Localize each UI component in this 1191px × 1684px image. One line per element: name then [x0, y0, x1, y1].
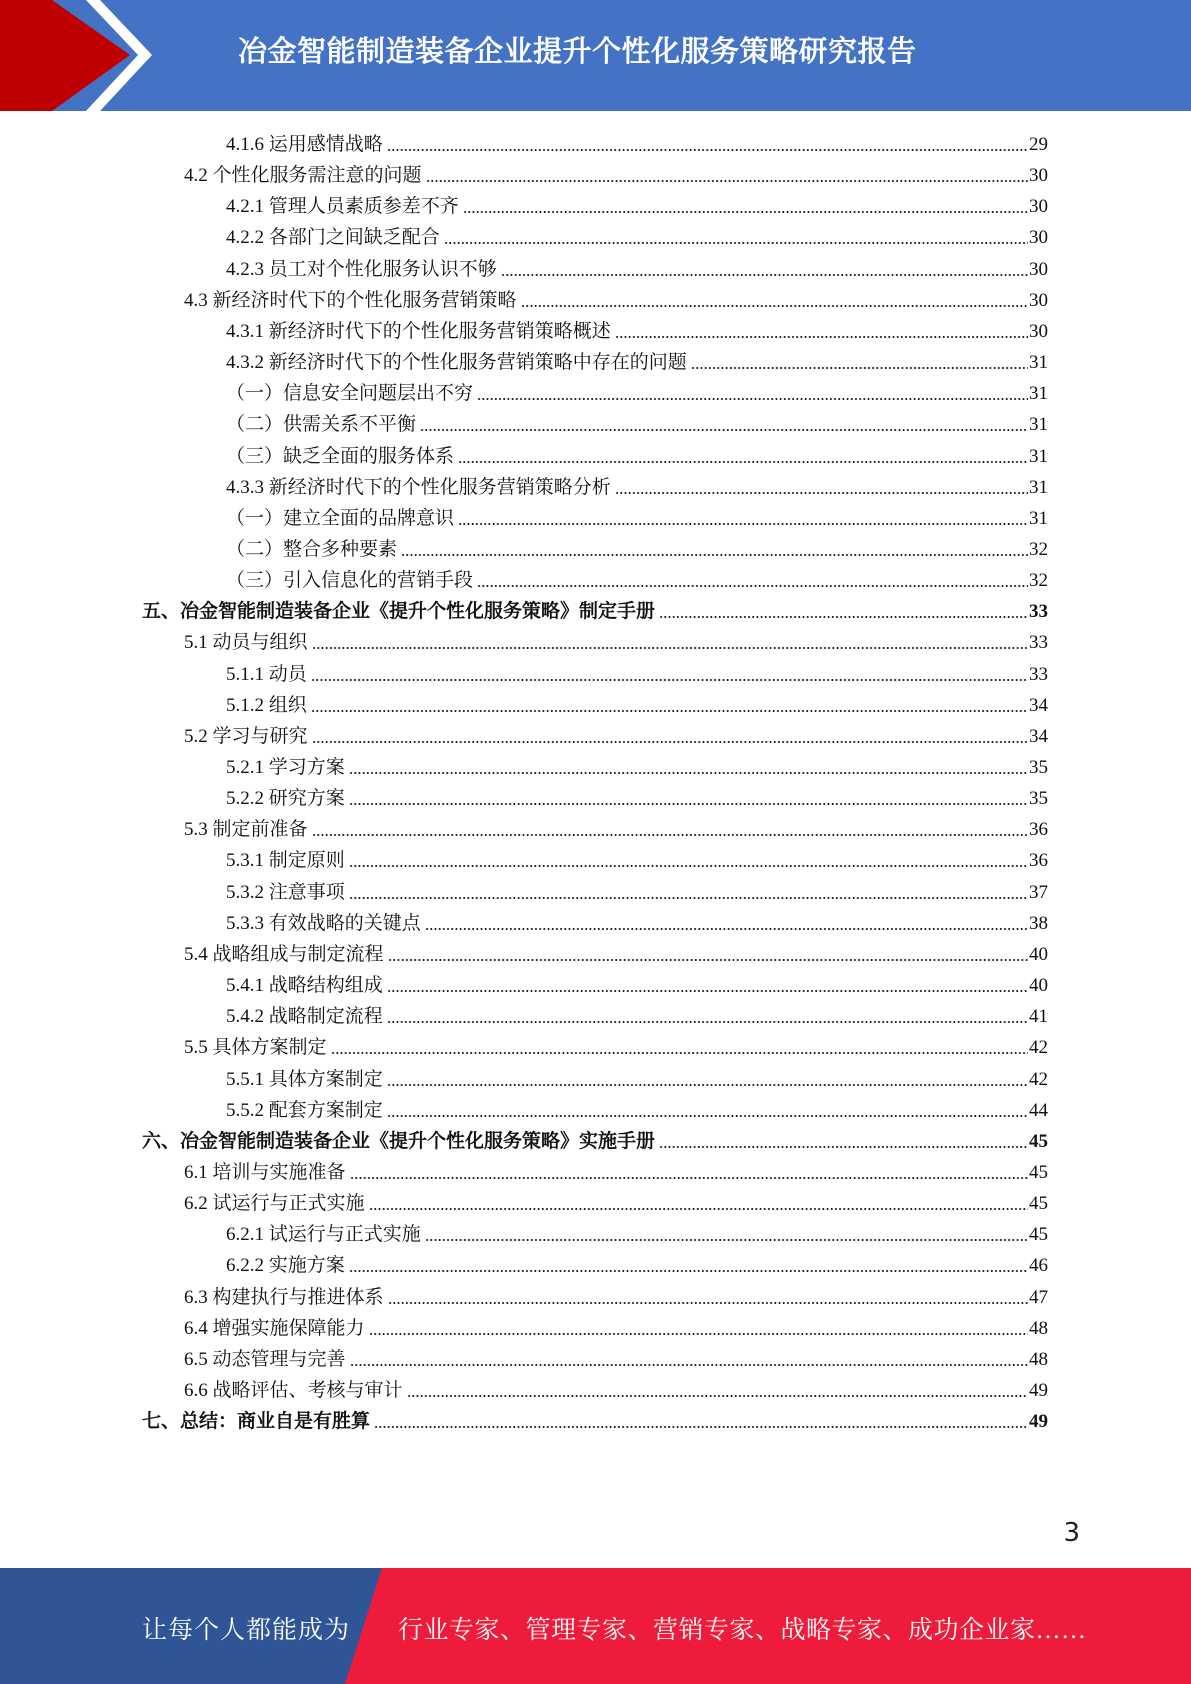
toc-entry[interactable]: [226, 780, 1048, 811]
toc-dot-leader: [477, 397, 1028, 401]
toc-entry-page: 38: [1029, 912, 1048, 934]
toc-entry-page: 31: [1029, 476, 1048, 498]
toc-entry-page: 40: [1029, 943, 1048, 965]
toc-entry-title: 5.1 动员与组织: [184, 632, 308, 654]
toc-dot-leader: [615, 491, 1028, 495]
toc-dot-leader: [407, 1394, 1028, 1398]
toc-entry-title: 5.2.2 研究方案: [226, 788, 345, 810]
toc-entry-page: 33: [1029, 632, 1048, 654]
toc-entry-page: 30: [1029, 165, 1048, 187]
toc-dot-leader: [659, 1145, 1028, 1149]
toc-dot-leader: [458, 460, 1028, 464]
toc-entry-title: 六、冶金智能制造装备企业《提升个性化服务策略》实施手册: [142, 1130, 656, 1152]
toc-entry-title: （二）整合多种要素: [226, 538, 398, 560]
toc-entry-page: 34: [1029, 725, 1048, 747]
toc-entry-page: 42: [1029, 1068, 1048, 1090]
toc-entry[interactable]: [226, 656, 1048, 687]
toc-entry-title: 4.1.6 运用感情战略: [226, 134, 383, 155]
toc-dot-leader: [388, 958, 1028, 962]
toc-entry-title: 6.2.1 试运行与正式实施: [226, 1224, 421, 1246]
toc-entry-title: （一）信息安全问题层出不穷: [226, 383, 474, 405]
page-number: 3: [1063, 1518, 1080, 1548]
toc-entry-title: 5.3.3 有效战略的关键点: [226, 912, 421, 934]
toc-dot-leader: [369, 1207, 1028, 1211]
toc-entry-title: 4.2.2 各部门之间缺乏配合: [226, 227, 440, 249]
toc-entry[interactable]: [184, 282, 1048, 313]
toc-entry[interactable]: [226, 562, 1048, 593]
toc-dot-leader: [387, 1020, 1028, 1024]
toc-entry[interactable]: [226, 375, 1048, 406]
toc-entry[interactable]: [226, 438, 1048, 469]
toc-entry-title: 5.5.1 具体方案制定: [226, 1068, 383, 1090]
toc-entry[interactable]: [226, 749, 1048, 780]
toc-entry-page: 34: [1029, 694, 1048, 716]
toc-entry[interactable]: [184, 718, 1048, 749]
toc-entry-title: 5.2 学习与研究: [184, 725, 308, 747]
toc-entry-page: 30: [1029, 258, 1048, 280]
toc-entry-page: 45: [1029, 1130, 1048, 1152]
toc-entry[interactable]: [226, 967, 1048, 998]
toc-dot-leader: [349, 1269, 1028, 1273]
toc-entry-title: 5.3.2 注意事项: [226, 881, 345, 903]
toc-dot-leader: [331, 1051, 1028, 1055]
toc-entry[interactable]: [226, 344, 1048, 375]
toc-entry[interactable]: [184, 936, 1048, 967]
toc-entry-title: 5.5 具体方案制定: [184, 1037, 327, 1059]
toc-entry-page: 49: [1029, 1411, 1048, 1433]
toc-entry[interactable]: [142, 1403, 1048, 1434]
toc-entry-page: 29: [1029, 134, 1048, 155]
toc-entry-page: 35: [1029, 757, 1048, 778]
toc-dot-leader: [420, 428, 1028, 432]
toc-dot-leader: [458, 522, 1028, 526]
toc-dot-leader: [350, 1363, 1028, 1367]
toc-dot-leader: [463, 210, 1028, 214]
toc-entry-page: 45: [1029, 1224, 1048, 1246]
toc-entry-page: 44: [1029, 1099, 1048, 1121]
toc-entry-page: 32: [1029, 538, 1048, 560]
toc-entry-title: 4.2 个性化服务需注意的问题: [184, 165, 422, 187]
toc-entry[interactable]: [226, 998, 1048, 1029]
footer-slogan-right: 行业专家、管理专家、营销专家、战略专家、成功企业家……: [398, 1617, 1087, 1644]
toc-entry-title: 5.5.2 配套方案制定: [226, 1099, 383, 1121]
toc-entry-page: 46: [1029, 1255, 1048, 1277]
toc-entry-title: 4.3 新经济时代下的个性化服务营销策略: [184, 289, 517, 311]
report-title: 冶金智能制造装备企业提升个性化服务策略研究报告: [238, 34, 917, 68]
toc-entry-title: 6.1 培训与实施准备: [184, 1161, 346, 1183]
toc-entry-page: 48: [1029, 1348, 1048, 1370]
toc-entry-page: 48: [1029, 1317, 1048, 1339]
toc-entry[interactable]: [226, 687, 1048, 718]
toc-dot-leader: [477, 584, 1028, 588]
toc-entry[interactable]: [226, 188, 1048, 219]
toc-dot-leader: [369, 1332, 1028, 1336]
toc-entry-title: 七、总结：商业自是有胜算: [142, 1411, 371, 1433]
toc-dot-leader: [615, 335, 1028, 339]
toc-entry-title: 4.3.2 新经济时代下的个性化服务营销策略中存在的问题: [226, 352, 687, 374]
toc-entry-page: 37: [1029, 881, 1048, 903]
toc-dot-leader: [312, 833, 1028, 837]
toc-entry-title: 6.2.2 实施方案: [226, 1255, 345, 1277]
toc-entry-page: 31: [1029, 507, 1048, 529]
toc-entry[interactable]: [226, 500, 1048, 531]
toc-entry[interactable]: [184, 1029, 1048, 1060]
toc-entry-title: 5.3 制定前准备: [184, 819, 308, 841]
toc-entry[interactable]: [226, 1247, 1048, 1278]
toc-dot-leader: [426, 179, 1028, 183]
toc-entry[interactable]: [184, 1341, 1048, 1372]
toc-entry[interactable]: [226, 874, 1048, 905]
toc-dot-leader: [374, 1425, 1028, 1429]
toc-entry[interactable]: [226, 126, 1048, 157]
toc-entry[interactable]: [226, 531, 1048, 562]
toc-dot-leader: [349, 864, 1028, 868]
toc-dot-leader: [425, 927, 1028, 931]
report-header: [0, 0, 1191, 111]
toc-dot-leader: [349, 771, 1028, 775]
toc-entry-title: （二）供需关系不平衡: [226, 414, 417, 436]
toc-entry[interactable]: [226, 313, 1048, 344]
toc-entry-title: 4.3.3 新经济时代下的个性化服务营销策略分析: [226, 476, 611, 498]
toc-entry-title: 6.5 动态管理与完善: [184, 1348, 346, 1370]
footer-slogan-left: 让每个人都能成为: [142, 1617, 351, 1644]
toc-entry-title: 5.4.2 战略制定流程: [226, 1006, 383, 1028]
toc-entry-page: 40: [1029, 975, 1048, 997]
toc-entry[interactable]: [226, 1061, 1048, 1092]
toc-entry-title: 5.1.1 动员: [226, 663, 307, 685]
toc-dot-leader: [387, 1114, 1028, 1118]
toc-entry-title: 4.3.1 新经济时代下的个性化服务营销策略概述: [226, 320, 611, 342]
toc-entry[interactable]: [142, 1123, 1048, 1154]
toc-entry[interactable]: [226, 469, 1048, 500]
toc-entry-page: 42: [1029, 1037, 1048, 1059]
toc-entry-page: 32: [1029, 570, 1048, 592]
toc-dot-leader: [312, 740, 1028, 744]
toc-entry-page: 30: [1029, 320, 1048, 342]
toc-entry[interactable]: [184, 1154, 1048, 1185]
toc-dot-leader: [311, 678, 1028, 682]
toc-entry-title: 5.2.1 学习方案: [226, 757, 345, 778]
toc-entry[interactable]: [226, 842, 1048, 873]
toc-entry-page: 35: [1029, 788, 1048, 810]
toc-entry-title: 5.4.1 战略结构组成: [226, 975, 383, 997]
toc-entry-page: 31: [1029, 383, 1048, 405]
toc-dot-leader: [691, 366, 1028, 370]
toc-entry[interactable]: [226, 1092, 1048, 1123]
toc-entry-title: 5.1.2 组织: [226, 694, 307, 716]
toc-entry-page: 30: [1029, 196, 1048, 218]
toc-entry-title: 6.2 试运行与正式实施: [184, 1193, 365, 1215]
toc-entry[interactable]: [226, 905, 1048, 936]
toc-entry-title: （一）建立全面的品牌意识: [226, 507, 455, 529]
toc-entry[interactable]: [184, 624, 1048, 655]
toc-entry[interactable]: [226, 251, 1048, 282]
toc-dot-leader: [387, 1083, 1028, 1087]
toc-dot-leader: [388, 1301, 1028, 1305]
toc-entry[interactable]: [184, 1279, 1048, 1310]
toc-entry-page: 30: [1029, 289, 1048, 311]
toc-entry-page: 31: [1029, 414, 1048, 436]
toc-dot-leader: [401, 553, 1028, 557]
toc-entry-page: 45: [1029, 1193, 1048, 1215]
toc-entry[interactable]: [226, 406, 1048, 437]
toc-entry-page: 31: [1029, 445, 1048, 467]
toc-dot-leader: [521, 304, 1028, 308]
toc-entry-title: 6.6 战略评估、考核与审计: [184, 1380, 403, 1401]
toc-entry[interactable]: [184, 157, 1048, 188]
toc-entry-page: 30: [1029, 227, 1048, 249]
toc-entry[interactable]: [142, 593, 1048, 624]
toc-dot-leader: [312, 646, 1028, 650]
toc-entry-title: 4.2.1 管理人员素质参差不齐: [226, 196, 459, 218]
toc-entry-title: 4.2.3 员工对个性化服务认识不够: [226, 258, 497, 280]
toc-entry-page: 41: [1029, 1006, 1048, 1028]
toc-entry[interactable]: [184, 1372, 1048, 1403]
toc-dot-leader: [349, 802, 1028, 806]
toc-entry-title: 6.4 增强实施保障能力: [184, 1317, 365, 1339]
toc-dot-leader: [350, 1176, 1028, 1180]
toc-entry-title: 5.4 战略组成与制定流程: [184, 943, 384, 965]
toc-entry-page: 33: [1029, 663, 1048, 685]
toc-entry[interactable]: [184, 1310, 1048, 1341]
toc-entry-page: 31: [1029, 352, 1048, 374]
toc-entry[interactable]: [184, 1185, 1048, 1216]
toc-entry-page: 49: [1029, 1380, 1048, 1401]
toc-entry-page: 36: [1029, 850, 1048, 872]
toc-dot-leader: [501, 273, 1028, 277]
toc-dot-leader: [387, 989, 1028, 993]
toc-entry-page: 36: [1029, 819, 1048, 841]
toc-dot-leader: [425, 1238, 1028, 1242]
toc-entry-title: （三）缺乏全面的服务体系: [226, 445, 455, 467]
toc-entry-page: 47: [1029, 1286, 1048, 1308]
toc-dot-leader: [444, 241, 1028, 245]
toc-entry[interactable]: [226, 1216, 1048, 1247]
toc-entry-page: 45: [1029, 1161, 1048, 1183]
toc-entry-title: 6.3 构建执行与推进体系: [184, 1286, 384, 1308]
footer-banner: [0, 1568, 1191, 1684]
toc-dot-leader: [311, 709, 1028, 713]
toc-dot-leader: [659, 615, 1028, 619]
toc-entry-title: （三）引入信息化的营销手段: [226, 570, 474, 592]
toc-entry-title: 5.3.1 制定原则: [226, 850, 345, 872]
toc-dot-leader: [349, 896, 1028, 900]
toc-entry[interactable]: [226, 219, 1048, 250]
toc-dot-leader: [387, 148, 1028, 152]
toc-entry-title: 五、冶金智能制造装备企业《提升个性化服务策略》制定手册: [142, 601, 656, 623]
toc-entry-page: 33: [1029, 601, 1048, 623]
toc-entry[interactable]: [184, 811, 1048, 842]
